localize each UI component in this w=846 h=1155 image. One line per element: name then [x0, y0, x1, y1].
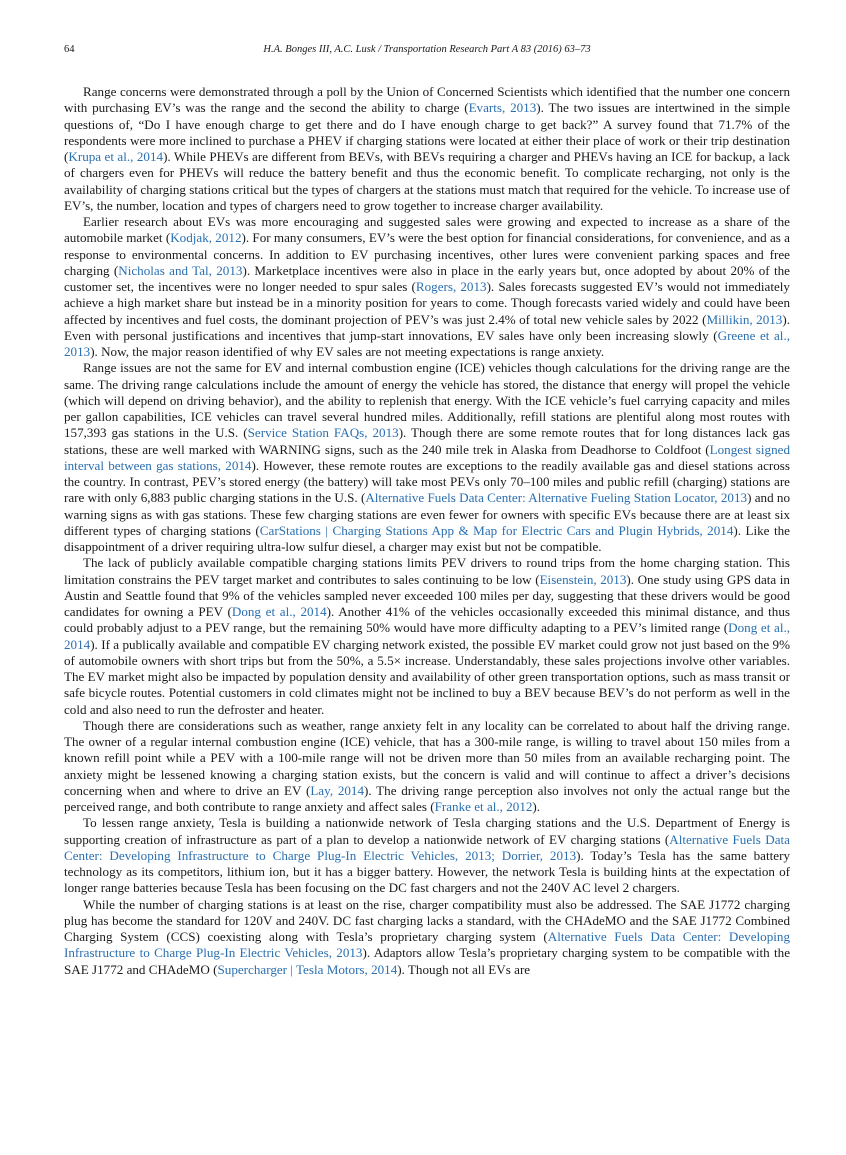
- paragraph-text: ). One study using GPS data in Austin and Seattle found that 9% of the vehicles sampled never exceeded 100 miles per day, suggesting that these drivers would be good candidates for owning a PEV (: [64, 571, 790, 619]
- paragraph-text: ). If a publically available and compatible EV charging network existed, the possible EV market could grow not just based on the 9% of automobile owners with short trips but from the 50%, a 5.5× increase. Understandably, these sales projections involve other variables. The EV market might also be impacted by population density and availability of other green transportation options, such as mass transit or safe bicycle routes. Potential customers in cold climates might not be inclined to buy a BEV because BEV’s do not perform as well in the cold and also need to run the defroster and heater.: [64, 636, 790, 717]
- paragraph: [64, 555, 790, 718]
- paragraph-text: Range concerns were demonstrated through a poll by the Union of Concerned Scientists which identified that the number one concern with purchasing EV’s was the range and the second the ability to charge (: [64, 84, 790, 116]
- paragraph-text: ). Marketplace incentives were also in place in the early years but, once adopted by about 20% of the customer set, the incentives were no longer needed to spur sales (: [64, 262, 790, 294]
- citation-link[interactable]: Millikin, 2013: [706, 311, 783, 327]
- running-header: [64, 44, 790, 60]
- paragraph-text: Though there are considerations such as weather, range anxiety felt in any locality can be correlated to about half the driving range. The owner of a regular internal combustion engine (ICE) vehicle, that has a 300-mile range, is willing to travel about 150 miles from a known refill point while a PEV with a 100-mile range will not be driven more than 50 miles from an available recharging point. The anxiety might be lessened knowing a charging station exists, but the concern is valid and will continue to affect a driver’s decisions concerning when and where to drive an EV (: [64, 717, 790, 798]
- citation-link[interactable]: Supercharger | Tesla Motors, 2014: [217, 961, 398, 977]
- paragraph-text: ). While PHEVs are different from BEVs, with BEVs requiring a charger and PHEVs having an ICE for backup, a lack of chargers even for PHEVs will reduce the battery benefit and thus the economic benefit. To complicate recharging, not only is the availability of charging stations critical but the types of chargers at the stations must match that required for the vehicle. To increase use of EV’s, the number, location and types of chargers need to grow together to increase charger availability.: [64, 149, 791, 213]
- citation-link[interactable]: Kodjak, 2012: [170, 230, 242, 246]
- citation-link[interactable]: Dong et al., 2014: [231, 604, 327, 619]
- paragraph-text: ). However, these remote routes are exceptions to the readily available gas and diesel stations across the country. In contrast, PEV’s stored energy (the battery) will take most PEVs only 70–100 miles and public refill (charging) stations are rare with only 6,883 public charging stations in the U.S. (: [64, 457, 790, 506]
- citation-link[interactable]: Longest signed interval between gas stations, 2014: [64, 441, 790, 473]
- citation-link[interactable]: Eisenstein, 2013: [539, 571, 627, 587]
- paragraph-text: ). Today’s Tesla has the same battery technology as its competitors, lithium ion, but it has a bigger battery. However, the network Tesla is building hints at the expectation of longer range batteries because Tesla has been focusing on the DC fast chargers and not the 240V AC level 2 chargers.: [64, 847, 790, 896]
- paragraph-text: ) and no warning signs as with gas stations. These few charging stations are even fewer for owners with specific EVs because there are at least six different types of charging stations (: [64, 490, 790, 538]
- paragraph-text: Range issues are not the same for EV and internal combustion engine (ICE) vehicles though calculations for the driving range are the same. The driving range calculations include the amount of energy the vehicle has stored, the distance that energy will propel the vehicle (which will depend on driving behavior), and the ability to replenish that energy. With the ICE vehicle’s fuel carrying capacity and miles per gallon capabilities, ICE vehicles can travel several hundred miles. Additionally, refill stations are plentiful along most routes with 157,393 gas stations in the U.S. (: [64, 360, 790, 441]
- paragraph-text: ). The driving range perception also involves not only the actual range but the perceived range, and both contribute to range anxiety and affect sales (: [64, 782, 790, 814]
- paragraph: [64, 84, 790, 214]
- citation-link[interactable]: Service Station FAQs, 2013: [247, 425, 399, 441]
- citation-link[interactable]: Dong et al., 2014: [64, 620, 790, 652]
- paragraph-text: While the number of charging stations is at least on the rise, charger compatibility must also be addressed. The SAE J1772 charging plug has become the standard for 120V and 240V. DC fast charging lacks a standard, with the CHAdeMO and the SAE J1772 Combined Charging System (CCS) coexisting along with Tesla’s proprietary charging system (: [64, 896, 790, 944]
- paragraph-text: ). Though not all EVs are: [397, 961, 531, 977]
- citation-link[interactable]: Alternative Fuels Data Center: Alternative Fueling Station Locator, 2013: [365, 490, 748, 506]
- journal-citation-line: H.A. Bonges III, A.C. Lusk / Transportation Research Part A 83 (2016) 63–73: [263, 44, 591, 55]
- paragraph-text: ). Even with personal justifications and incentives that jump-start innovations, EV sales have only been increasing slowly (: [64, 311, 790, 343]
- paragraph: [64, 360, 790, 555]
- paragraph-text: ). The two issues are intertwined in the simple questions of, “Do I have enough charge to get there and do I have enough charge to get back?” A survey found that 71.7% of the respondents were more inclined to purchase a PHEV if charging stations were located at either their place of work or their trip destination (: [64, 100, 791, 164]
- paragraph-text: ). Now, the major reason identified of why EV sales are not meeting expectations is range anxiety.: [90, 344, 605, 359]
- paragraph-text: ). Adaptors allow Tesla’s proprietary charging system to be compatible with the SAE J1772 and CHAdeMO (: [64, 945, 791, 977]
- paragraph: [64, 214, 790, 360]
- citation-link[interactable]: CarStations | Charging Stations App & Map for Electric Cars and Plugin Hybrids, 2014: [259, 522, 734, 538]
- citation-link[interactable]: Krupa et al., 2014: [68, 149, 164, 164]
- page-number: 64: [64, 44, 75, 55]
- paragraph-text: ).: [532, 799, 541, 814]
- citation-link[interactable]: Alternative Fuels Data Center: Developing Infrastructure to Charge Plug-In Electric Vehicles, 2013: [64, 929, 790, 961]
- paragraph: [64, 897, 790, 978]
- citation-link[interactable]: Rogers, 2013: [415, 279, 487, 294]
- journal-page: [64, 44, 790, 978]
- citation-link[interactable]: Lay, 2014: [310, 782, 365, 798]
- paragraph-text: ). For many consumers, EV’s were the best option for financial considerations, for convenience, and as a response to environmental concerns. In addition to EV purchasing incentives, other lures were convenient parking spaces and free charging (: [64, 230, 790, 278]
- paragraph-text: To lessen range anxiety, Tesla is building a nationwide network of Tesla charging stations and the U.S. Department of Energy is supporting creation of infrastructure as part of a plan to develop a nationwide network of EV charging stations (: [64, 815, 790, 847]
- paragraph-text: ). Sales forecasts suggested EV’s would not immediately achieve a high market share but instead be in a minority position for years to come. Though forecasts varied widely and could have been affected by incentives and fuel costs, the dominant projection of PEV’s was just 2.4% of total new vehicle sales by 2022 (: [64, 279, 790, 327]
- paragraph: [64, 718, 790, 816]
- paragraph-text: The lack of publicly available compatible charging stations limits PEV drivers to round trips from the home charging station. This limitation constrains the PEV target market and contributes to sales continuing to be low (: [64, 555, 790, 587]
- article-body: [64, 84, 790, 978]
- citation-link[interactable]: Franke et al., 2012: [434, 799, 533, 814]
- citation-link[interactable]: Greene et al., 2013: [64, 327, 790, 359]
- paragraph-text: ). Though there are some remote routes that for long distances lack gas stations, these are well marked with WARNING signs, such as the 240 mile trek in Alaska from Deadhorse to Coldfoot (: [64, 425, 790, 457]
- citation-link[interactable]: Nicholas and Tal, 2013: [118, 262, 243, 278]
- paragraph-text: Earlier research about EVs was more encouraging and suggested sales were growing and expected to increase as a share of the automobile market (: [64, 214, 790, 246]
- citation-link[interactable]: Alternative Fuels Data Center: Developing Infrastructure to Charge Plug-In Electric Vehicles, 2013; Dorrier, 2013: [64, 831, 790, 863]
- paragraph: [64, 815, 790, 896]
- paragraph-text: ). Another 41% of the vehicles occasionally exceeded this minimal distance, and thus could probably adjust to a PEV range, but the remaining 50% would have more difficulty adapting to a PEV’s limited range (: [64, 604, 790, 636]
- paragraph-text: ). Like the disappointment of a driver requiring ultra-low sulfur diesel, a charger may exist but not be compatible.: [64, 522, 790, 554]
- citation-link[interactable]: Evarts, 2013: [468, 100, 537, 116]
